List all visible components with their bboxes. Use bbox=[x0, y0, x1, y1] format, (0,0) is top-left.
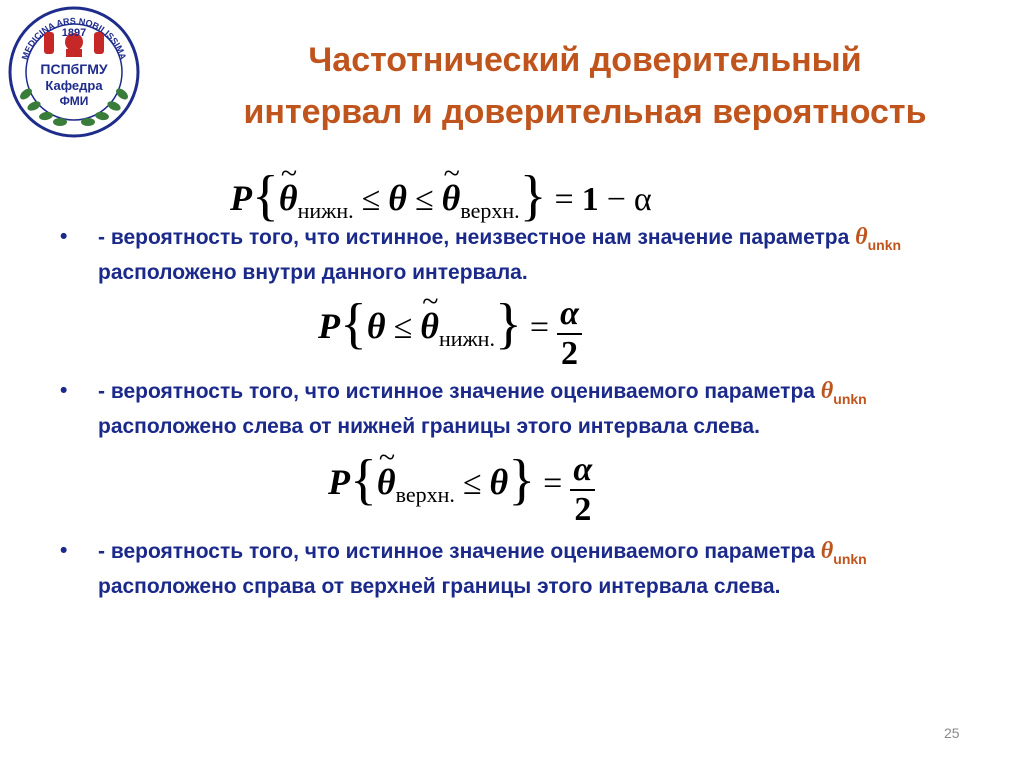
formula-confidence-probability: P{~ θнижн. ≤ θ ≤~ θверхн.} = 1 − α bbox=[230, 160, 652, 224]
theta-symbol: θ bbox=[820, 538, 834, 564]
bullet-text-1a: - вероятность того, что истинное, неизвестное нам значение параметра bbox=[98, 226, 856, 249]
svg-text:Кафедра: Кафедра bbox=[45, 78, 103, 93]
theta: θ bbox=[489, 462, 509, 502]
sub-lower: нижн. bbox=[438, 326, 495, 351]
theta-tilde-lower: ~ θ bbox=[420, 305, 439, 347]
formula-upper-tail: P{~ θверхн. ≤ θ} = $\frac{\alpha}{2}$ bbox=[328, 444, 595, 529]
bullet-marker: • bbox=[60, 379, 68, 402]
bullet-marker: • bbox=[60, 225, 68, 248]
bullet-text-3b: расположено справа от верхней границы этого интервала слева. bbox=[98, 575, 781, 598]
theta-subscript: unkn bbox=[833, 391, 867, 407]
theta: θ bbox=[388, 178, 407, 218]
formula-P: P bbox=[230, 178, 252, 218]
slide-title bbox=[150, 34, 1020, 138]
fraction-alpha-2: $\frac{\alpha}{2}$ bbox=[557, 295, 582, 373]
svg-text:MEDICINA ARS NOBILISSIMA: MEDICINA ARS NOBILISSIMA bbox=[19, 15, 129, 61]
formula-one: 1 bbox=[581, 181, 599, 218]
svg-text:ПСПбГМУ: ПСПбГМУ bbox=[40, 61, 108, 77]
title-line-1: Частотнический доверительный bbox=[308, 41, 862, 79]
title-line-2: интервал и доверительная вероятность bbox=[243, 93, 927, 131]
bullet-marker: • bbox=[60, 539, 68, 562]
bullet-text-2b: расположено слева от нижней границы этого интервала слева. bbox=[98, 415, 760, 438]
bullet-item-2 bbox=[60, 374, 980, 444]
formula-P: P bbox=[328, 462, 350, 502]
bullet-item-3 bbox=[60, 534, 980, 604]
theta-tilde-lower: ~ θ bbox=[279, 177, 298, 219]
theta-symbol: θ bbox=[820, 378, 834, 404]
theta: θ bbox=[366, 306, 386, 346]
formula-lower-tail: P{θ ≤~ θнижн.} = $\frac{\alpha}{2}$ bbox=[318, 288, 582, 373]
university-logo bbox=[4, 2, 144, 142]
theta-subscript: unkn bbox=[833, 551, 867, 567]
bullet-item-1 bbox=[60, 220, 980, 290]
fraction-alpha-2: $\frac{\alpha}{2}$ bbox=[570, 451, 595, 529]
theta-subscript: unkn bbox=[867, 237, 902, 253]
theta-tilde-upper: ~ θ bbox=[442, 177, 461, 219]
svg-text:ФМИ: ФМИ bbox=[59, 94, 89, 108]
bullet-text-1b: расположено внутри данного интервала. bbox=[98, 261, 528, 284]
theta-tilde-upper: ~ θ bbox=[377, 461, 396, 503]
sub-upper: верхн. bbox=[460, 198, 520, 223]
sub-upper: верхн. bbox=[395, 482, 455, 507]
bullet-text-3a: - вероятность того, что истинное значение оцениваемого параметра bbox=[98, 540, 821, 563]
theta-symbol: θ bbox=[855, 224, 868, 250]
svg-text:1897: 1897 bbox=[61, 27, 87, 39]
formula-alpha: α bbox=[633, 181, 652, 218]
sub-lower: нижн. bbox=[297, 198, 354, 223]
formula-P: P bbox=[318, 306, 340, 346]
page-number: 25 bbox=[944, 725, 960, 741]
bullet-text-2a: - вероятность того, что истинное значение оцениваемого параметра bbox=[98, 380, 821, 403]
